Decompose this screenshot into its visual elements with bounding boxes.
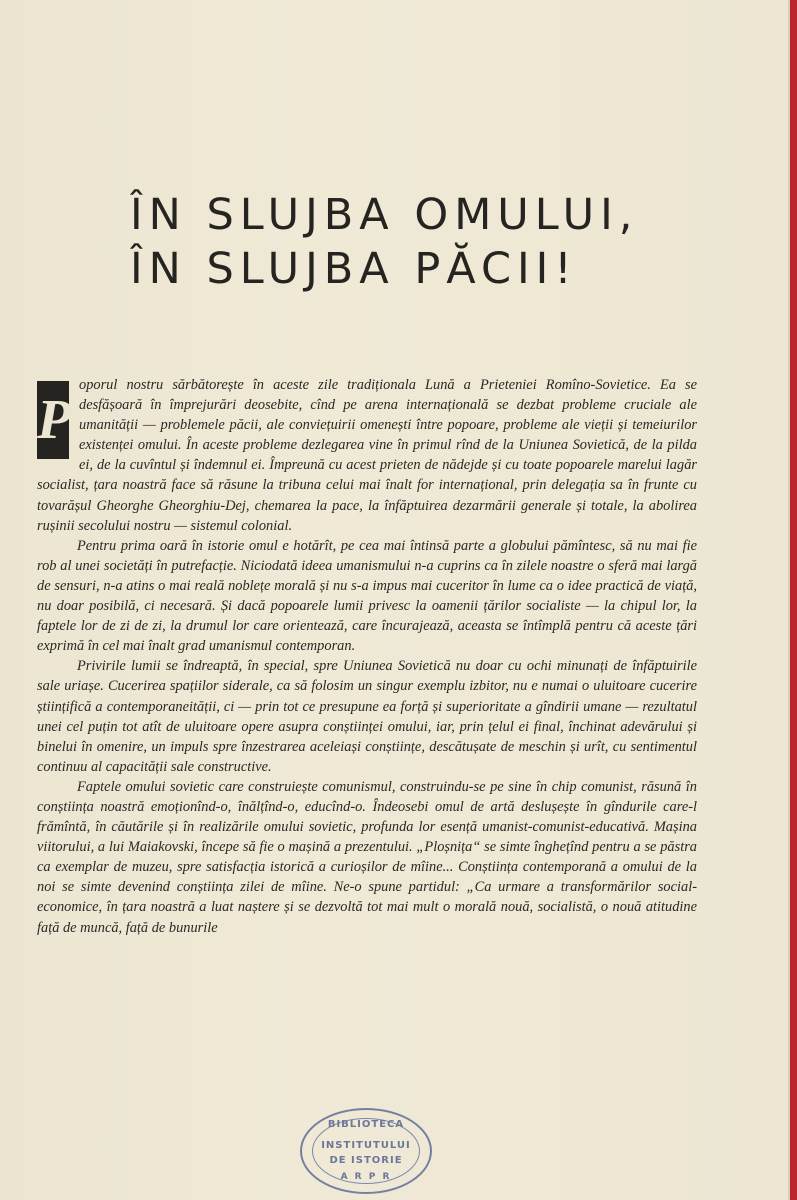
stamp-line-3: DE ISTORIE — [329, 1155, 403, 1166]
title-line-2: ÎN SLUJBA PĂCII! — [130, 244, 578, 294]
page-title — [130, 188, 730, 296]
paragraph-3: Privirile lumii se îndreaptă, în special, spre Uniunea Sovietică nu doar cu ochi minunați de înfăptuirile sale uriașe. Cucerirea spațiilor siderale, ca să folosim un singur exemplu izbitor, nu e numai o uluitoare cucerire științifică a contemporaneității, ci — prin tot ce presupune ea forță și superioritate a gîndirii umane — rezultatul unei cel puțin tot atît de uluitoare opere asupra conștiinței omului, iar, prin țelul ei final, închinat adevărului și binelui în omenire, un impuls spre înzestrarea aceleiași conștiințe, descătușate de meschin și urît, cu sentimentul continuu al capacității sale constructive. — [37, 658, 697, 775]
stamp-line-4: A R P R — [340, 1172, 392, 1182]
stamp-line-2: INSTITUTULUI — [321, 1140, 411, 1151]
paragraph-4: Faptele omului sovietic care construiește comunismul, construindu-se pe sine în chip comunist, răsună în conștiința noastră emoționînd-o, înălțînd-o, educînd-o. Îndeosebi omul de artă deslușește în gîndurile care-l frămîntă, în căutările și în realizările omului sovietic, profunda lor esență umanist-comunist-educativă. Mașina viitorului, a lui Maiakovski, începe să fie o mașină a prezentului. „Ploșnița“ se simte înghețînd pentru a se păstra ca exemplar de muzeu, spre satisfacția istorică a curioșilor de mîine... Conștiința contemporană a omului de la noi se simte devenind conștiința zilei de mîine. Ne-o spune partidul: „Ca urmare a transformărilor social-economice, în țara noastră a luat naștere și se dezvoltă tot mai mult o morală nouă, socialistă, o nouă atitudine față de muncă, față de bunurile — [37, 778, 697, 936]
book-cover-edge — [790, 0, 797, 1200]
article-body — [37, 375, 697, 938]
paragraph-2: Pentru prima oară în istorie omul e hotărît, pe cea mai întinsă parte a globului pămîntesc, să nu mai fie rob al unei societăți în putrefacție. Niciodată ideea umanismului n-a cuprins ca în zilele noastre o sferă mai largă de sensuri, n-a atins o mai reală noblețe morală și nu s-a impus mai cuceritor în lume ca o idee practică de viață, nu doar posibilă, ci necesară. Și dacă popoarele lumii privesc la oamenii țărilor socialiste — la chipul lor, la faptele lor de zi de zi, la drumul lor care orientează, care încurajează, aceasta se întîmplă pentru că aceste țări exprimă în cel mai înalt grad umanismul contemporan. — [37, 537, 697, 655]
title-line-1: ÎN SLUJBA OMULUI, — [130, 190, 639, 240]
drop-cap: P — [37, 381, 69, 459]
paragraph-1: oporul nostru sărbătorește în aceste zile tradiționala Lună a Prieteniei Romîno-Sovietice. Ea se desfășoară în împrejurări deosebite, cînd pe arena internațională se dezbat probleme cruciale ale umanității — problemele păcii, ale conviețuirii omenești între popoare, probleme ale vieții și temeiurilor existenței omului. În aceste probleme dezlegarea vine în primul rînd de la Uniunea Sovietică, de la pilda ei, de la cuvîntul și îndemnul ei. Împreună cu acest prieten de nădejde și cu toate popoarele marelui lagăr socialist, țara noastră face să răsune la tribuna celui mai înalt for internațional, prin delegația sa în frunte cu tovarășul Gheorghe Gheorghiu-Dej, chemarea la pace, la înfăptuirea dezarmării generale și totale, la abolirea rușinii secolului nostru — sistemul colonial. — [37, 377, 697, 534]
stamp-line-1: BIBLIOTECA — [327, 1119, 405, 1130]
library-stamp — [300, 1108, 432, 1194]
